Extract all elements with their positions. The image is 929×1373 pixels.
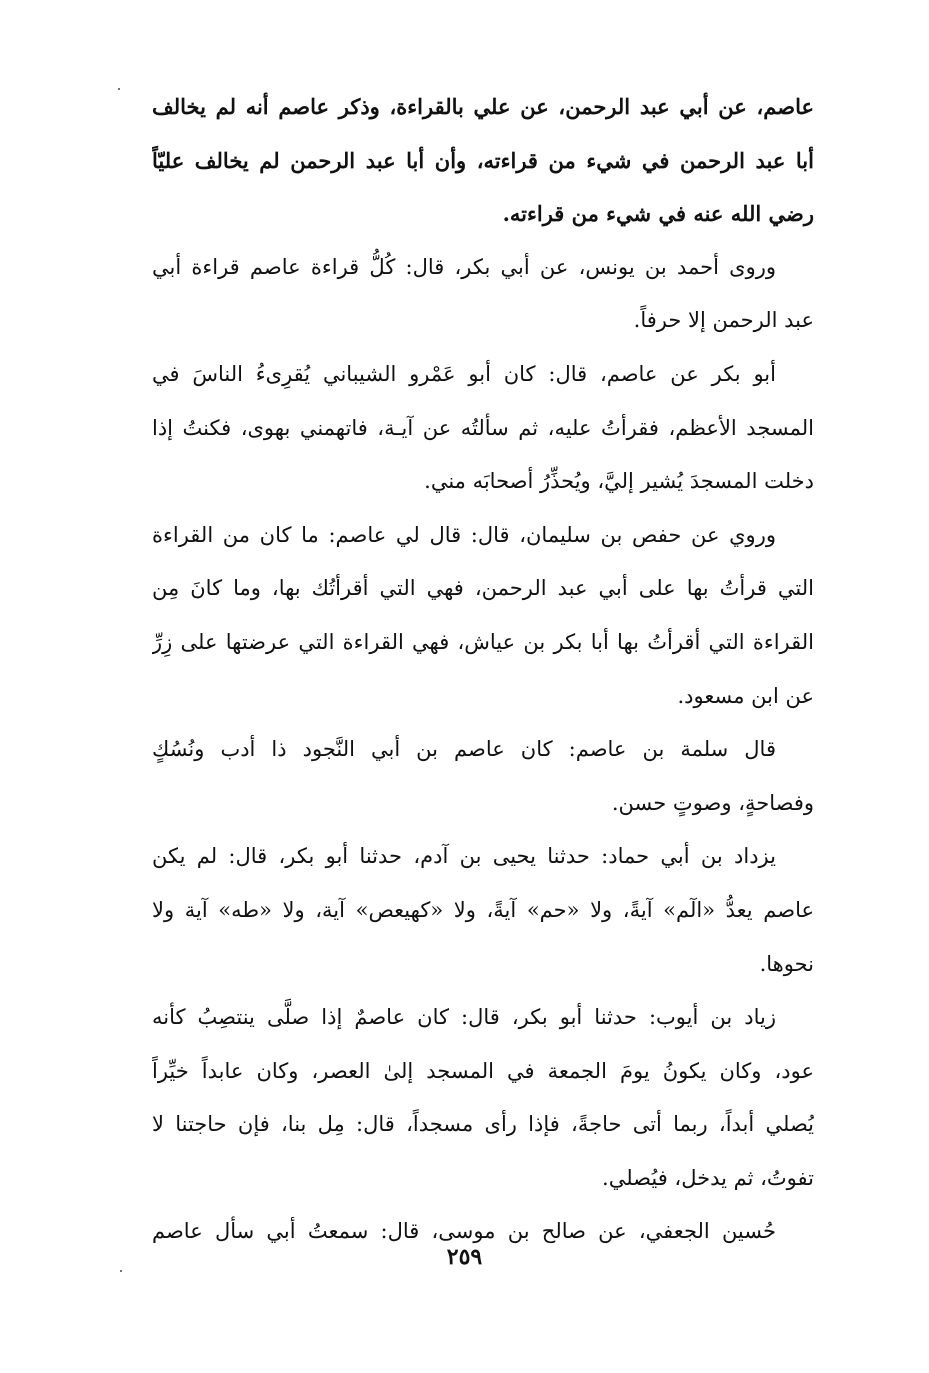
text-line: حُسين الجعفي، عن صالح بن موسى، قال: سمعتُ أبي سأل عاصم bbox=[152, 1219, 776, 1244]
text-line: وفصاحةٍ، وصوتٍ حسن. bbox=[611, 790, 814, 815]
paragraph bbox=[152, 241, 814, 348]
scan-speck bbox=[120, 1270, 122, 1272]
text-line: عاصم يعدُّ «الٓم» آيةً، ولا «حم» آيةً، ولا «كهيعص» آية، ولا «طه» آية ولا bbox=[152, 897, 814, 922]
text-line: التي قرأتُ بها على أبي عبد الرحمن، فهي التي أقرأتُك بها، وما كانَ مِن bbox=[152, 576, 814, 601]
text-line: رضي الله عنه في شيء من قراءته. bbox=[502, 201, 814, 227]
paragraph bbox=[152, 348, 814, 509]
text-line: تفوتُ، ثم يدخل، فيُصلي. bbox=[602, 1165, 814, 1190]
body-text bbox=[152, 80, 814, 1259]
text-line: وروى أحمد بن يونس، عن أبي بكر، قال: كُلُّ قراءة عاصم قراءة أبي bbox=[152, 254, 776, 279]
text-line: عن ابن مسعود. bbox=[677, 683, 814, 708]
text-line: أبا عبد الرحمن في شيء من قراءته، وأن أبا عبد الرحمن لم يخالف عليّاً bbox=[152, 147, 814, 173]
paragraph bbox=[152, 830, 814, 991]
text-line: وروي عن حفص بن سليمان، قال: قال لي عاصم: ما كان من القراءة bbox=[152, 522, 776, 547]
page-number: ٢٥٩ bbox=[446, 1244, 483, 1270]
text-line: عاصم، عن أبي عبد الرحمن، عن علي بالقراءة، وذكر عاصم أنه لم يخالف bbox=[152, 94, 814, 119]
text-line: يُصلي أبداً، ربما أتى حاجةً، فإذا رأى مسجداً، قال: مِل بنا، فإن حاجتنا لا bbox=[152, 1112, 814, 1137]
text-line: يزداد بن أبي حماد: حدثنا يحيى بن آدم، حدثنا أبو بكر، قال: لم يكن bbox=[152, 844, 776, 869]
text-line: عبد الرحمن إلا حرفاً. bbox=[633, 308, 814, 333]
text-line: قال سلمة بن عاصم: كان عاصم بن أبي النَّجود ذا أدب ونُسُكٍ bbox=[152, 737, 776, 762]
paragraph bbox=[152, 723, 814, 830]
text-line: عود، وكان يكونُ يومَ الجمعة في المسجد إلىٰ العصر، وكان عابداً خيِّراً bbox=[152, 1058, 814, 1083]
text-line: المسجد الأعظم، فقرأتُ عليه، ثم سألتُه عن آيـة، فاتهمني بهوى، فكنتُ إذا bbox=[152, 415, 814, 440]
text-line: نحوها. bbox=[759, 951, 814, 976]
paragraph bbox=[152, 509, 814, 723]
text-line: دخلت المسجدَ يُشير إليَّ، ويُحذِّرُ أصحابَه مني. bbox=[424, 469, 814, 494]
paragraph bbox=[152, 991, 814, 1205]
scan-speck bbox=[118, 88, 120, 90]
paragraph bbox=[152, 80, 814, 241]
text-line: زياد بن أيوب: حدثنا أبو بكر، قال: كان عاصمٌ إذا صلَّى ينتصِبُ كأنه bbox=[152, 1005, 776, 1030]
text-line: أبو بكر عن عاصم، قال: كان أبو عَمْرو الشيباني يُقرِىءُ الناسَ في bbox=[152, 361, 776, 386]
text-line: القراءة التي أقرأتُ بها أبا بكر بن عياش، فهي القراءة التي عرضتها على زِرِّ bbox=[152, 629, 814, 654]
